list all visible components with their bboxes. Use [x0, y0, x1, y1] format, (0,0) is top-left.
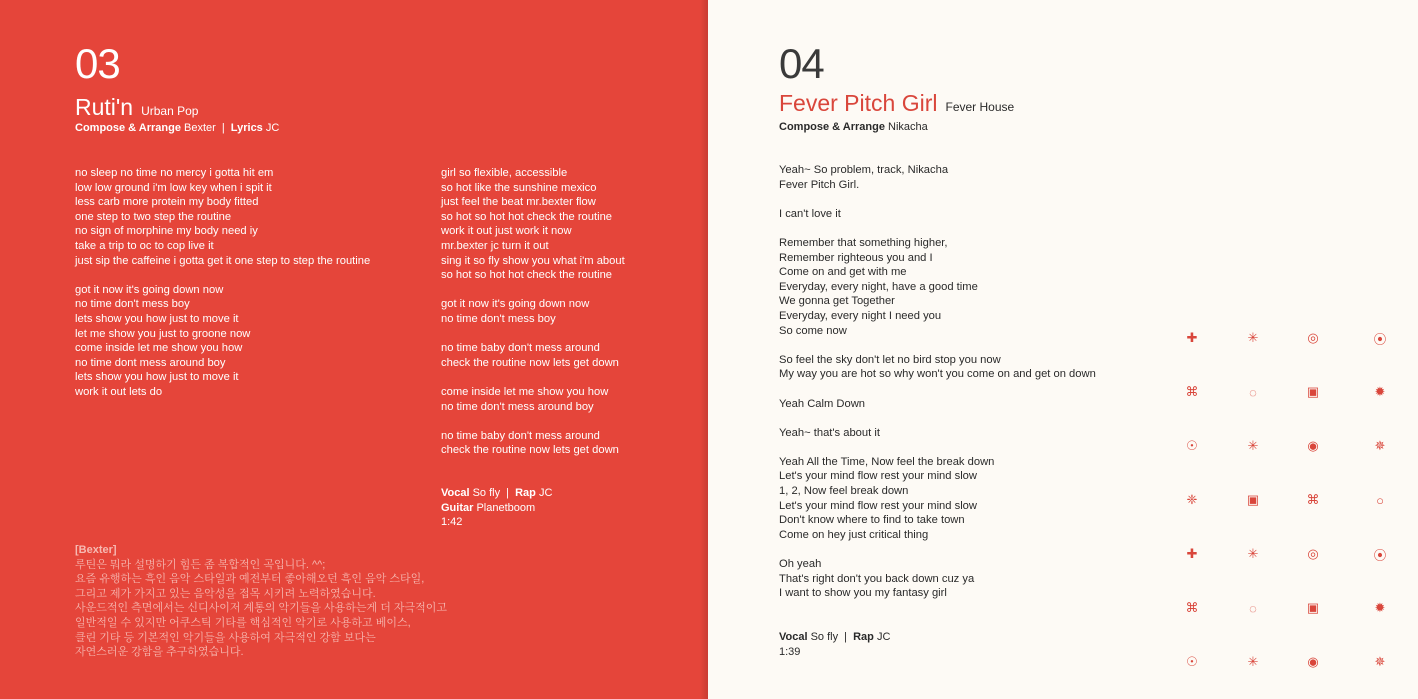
lyric-line: Let's your mind flow rest your mind slow	[779, 499, 977, 512]
asterisk-icon: ✳	[1247, 546, 1259, 561]
track-genre: Urban Pop	[141, 104, 199, 118]
rap-label: Rap	[515, 487, 536, 499]
vocal-label: Vocal	[441, 487, 470, 499]
lyric-line: no sign of morphine my body need iy	[75, 225, 258, 238]
lyric-line: low low ground i'm low key when i spit it	[75, 181, 272, 194]
lyric-line: let me show you just to groone now	[75, 327, 251, 340]
lyric-line: work it out lets do	[75, 385, 163, 398]
lyric-line: take a trip to oc to cop live it	[75, 239, 214, 252]
credit-separator: |	[221, 122, 225, 134]
lyric-line: Everyday, every night I need you	[779, 309, 942, 322]
cross-dot-icon: ✚	[1186, 330, 1198, 345]
lyric-line: 1, 2, Now feel break down	[779, 485, 909, 498]
lyric-line: got it now it's going down now	[441, 298, 590, 311]
lyric-line: mr.bexter jc turn it out	[441, 239, 549, 252]
note-line: 클린 기타 등 기본적인 악기들을 사용하여 자극적인 강함 보다는	[75, 631, 376, 644]
guitar-label: Guitar	[441, 501, 474, 514]
clover-square-icon: ⌘	[1306, 492, 1320, 507]
stanza-gap	[779, 338, 1096, 353]
dotted-circle-icon: ◌	[1249, 600, 1257, 616]
compose-name: Nikacha	[888, 121, 928, 133]
lyric-line: no time don't mess around boy	[441, 400, 594, 413]
vocal-name: So fly	[472, 487, 501, 499]
track-credits	[75, 122, 279, 134]
rap-label: Rap	[853, 631, 874, 643]
performer-credits	[441, 486, 552, 530]
stanza-gap	[779, 382, 1096, 397]
sunburst-icon: ✹	[1374, 384, 1386, 399]
circle-ring-icon: ◎	[1307, 330, 1319, 345]
lyrics-column-2	[441, 166, 625, 458]
lyric-line: Let's your mind flow rest your mind slow	[779, 470, 977, 483]
stanza-gap	[75, 268, 370, 283]
asterisk-icon: ✳	[1247, 438, 1259, 453]
asterisk-icon: ✳	[1247, 654, 1259, 669]
lyric-line: no time baby don't mess around	[441, 429, 600, 442]
track-duration: 1:42	[441, 516, 463, 529]
vocal-name: So fly	[810, 631, 839, 643]
track-title	[779, 90, 1014, 117]
performer-credits	[779, 630, 890, 659]
rap-name: JC	[876, 631, 891, 643]
note-line: 그리고 제가 가지고 있는 음악성을 접목 시키려 노력하였습니다.	[75, 587, 376, 600]
lyric-line: no time baby don't mess around	[441, 342, 600, 355]
lyric-line: less carb more protein my body fitted	[75, 196, 259, 209]
lyric-line: no time don't mess boy	[75, 298, 190, 311]
decorative-symbol-grid	[1178, 322, 1398, 682]
stanza-gap	[441, 414, 625, 429]
square-cross-icon: ⌘	[1185, 600, 1199, 615]
note-line: 일반적일 수 있지만 어쿠스틱 기타를 핵심적인 악기로 사용하고 베이스,	[75, 616, 411, 629]
lyric-line: I can't love it	[779, 207, 841, 220]
lyric-line: so hot like the sunshine mexico	[441, 181, 597, 194]
track-genre: Fever House	[945, 100, 1015, 114]
lyrics-column-1	[75, 166, 370, 400]
lyric-line: come inside let me show you how	[441, 385, 609, 398]
producer-note	[75, 543, 447, 660]
stanza-gap	[779, 221, 1096, 236]
sun-circle-icon: ☉	[1186, 438, 1198, 453]
track-title	[75, 94, 198, 121]
circle-ring-icon: ◎	[1307, 546, 1319, 561]
stanza-gap	[441, 370, 625, 385]
square-ring-icon: ▣	[1306, 384, 1320, 399]
sun-circle-icon: ☉	[1186, 654, 1198, 669]
eye-circle-icon: ⦿	[1373, 331, 1387, 347]
lyric-line: no sleep no time no mercy i gotta hit em	[75, 167, 274, 179]
lyric-line: So come now	[779, 324, 847, 337]
lyric-line: check the routine now lets get down	[441, 444, 619, 457]
lyric-line: just sip the caffeine i gotta get it one step to step the routine	[75, 254, 371, 267]
note-line: 요즘 유행하는 흑인 음악 스타일과 예전부터 좋아해오던 흑인 음악 스타일,	[75, 573, 425, 586]
performer-separator: |	[506, 487, 510, 499]
lyric-line: Remember that something higher,	[779, 236, 948, 249]
stanza-gap	[779, 192, 1096, 207]
track-number: 03	[75, 40, 120, 87]
lyric-line: Yeah Calm Down	[779, 397, 866, 410]
compose-label: Compose & Arrange	[779, 121, 885, 133]
lyric-line: That's right don't you back down cuz ya	[779, 572, 975, 585]
lyric-line: Come on hey just critical thing	[779, 528, 929, 541]
note-line: 루틴은 뭐라 설명하기 힘든 좀 복합적인 곡입니다. ^^;	[75, 558, 326, 571]
compose-name: Bexter	[184, 122, 216, 134]
lyric-line: My way you are hot so why won't you come on and get on down	[779, 368, 1096, 381]
lyric-line: Yeah~ So problem, track, Nikacha	[779, 164, 949, 176]
rap-name: JC	[538, 487, 553, 499]
lyric-line: sing it so fly show you what i'm about	[441, 254, 625, 267]
lyric-line: Yeah~ that's about it	[779, 426, 880, 439]
lyric-line: I want to show you my fantasy girl	[779, 587, 947, 600]
starburst-circle-icon: ✵	[1374, 438, 1386, 453]
lyric-line: come inside let me show you how	[75, 342, 243, 355]
lyric-line: got it now it's going down now	[75, 283, 224, 296]
lyric-line: lets show you how just to move it	[75, 371, 239, 384]
track-duration: 1:39	[779, 645, 801, 658]
note-line: 사운드적인 측면에서는 신디사이저 계통의 악기들을 사용하는게 더 자극적이고	[75, 602, 448, 615]
lyric-line: check the routine now lets get down	[441, 356, 619, 369]
eye-circle-icon: ⦿	[1373, 547, 1387, 563]
stanza-gap	[779, 411, 1096, 426]
lyric-line: lets show you how just to move it	[75, 312, 239, 325]
asterisk-icon: ✳	[1247, 330, 1259, 345]
sunburst-icon: ✹	[1374, 600, 1386, 615]
stanza-gap	[441, 327, 625, 342]
target-dot-icon: ◉	[1307, 654, 1319, 669]
lyric-line: We gonna get Together	[779, 295, 895, 308]
track-number: 04	[779, 40, 824, 87]
lyric-line: Don't know where to find to take town	[779, 514, 965, 527]
dotted-sun-icon: ❈	[1186, 492, 1198, 507]
lyric-line: Come on and get with me	[779, 266, 907, 279]
lyrics-name: JC	[265, 122, 280, 134]
lyric-line: Oh yeah	[779, 558, 822, 571]
starburst-circle-icon: ✵	[1374, 654, 1386, 669]
guitar-name: Planetboom	[476, 501, 536, 514]
track-title-text: Ruti'n	[75, 94, 134, 120]
lyric-line: girl so flexible, accessible	[441, 167, 568, 179]
lyric-line: work it out just work it now	[441, 225, 572, 238]
lyric-line: no time dont mess around boy	[75, 356, 226, 369]
stanza-gap	[441, 283, 625, 298]
lyric-line: no time don't mess boy	[441, 312, 556, 325]
lyrics-column	[779, 163, 1096, 601]
track-title-text: Fever Pitch Girl	[779, 90, 938, 116]
lyric-line: Everyday, every night, have a good time	[779, 280, 978, 293]
lyric-line: Yeah All the Time, Now feel the break down	[779, 455, 995, 468]
stanza-gap	[779, 542, 1096, 557]
open-circle-icon: ○	[1376, 492, 1384, 508]
lyric-line: one step to two step the routine	[75, 210, 232, 223]
left-page-track-03	[0, 0, 708, 699]
square-ring-icon: ▣	[1246, 492, 1260, 507]
lyric-line: so hot so hot hot check the routine	[441, 269, 613, 282]
square-ring-icon: ▣	[1306, 600, 1320, 615]
target-dot-icon: ◉	[1307, 438, 1319, 453]
note-author: [Bexter]	[75, 544, 117, 556]
track-credits	[779, 121, 928, 133]
lyrics-label: Lyrics	[230, 122, 263, 134]
lyric-line: So feel the sky don't let no bird stop you now	[779, 353, 1001, 366]
performer-separator: |	[844, 631, 848, 643]
lyric-line: just feel the beat mr.bexter flow	[441, 196, 596, 209]
lyric-line: so hot so hot hot check the routine	[441, 210, 613, 223]
lyric-line: Remember righteous you and I	[779, 251, 933, 264]
dotted-circle-icon: ◌	[1249, 384, 1257, 400]
note-line: 자연스러운 강함을 추구하였습니다.	[75, 646, 244, 659]
vocal-label: Vocal	[779, 631, 808, 643]
square-cross-icon: ⌘	[1185, 384, 1199, 399]
cross-dot-icon: ✚	[1186, 546, 1198, 561]
stanza-gap	[779, 440, 1096, 455]
compose-label: Compose & Arrange	[75, 122, 181, 134]
lyric-line: Fever Pitch Girl.	[779, 178, 860, 191]
